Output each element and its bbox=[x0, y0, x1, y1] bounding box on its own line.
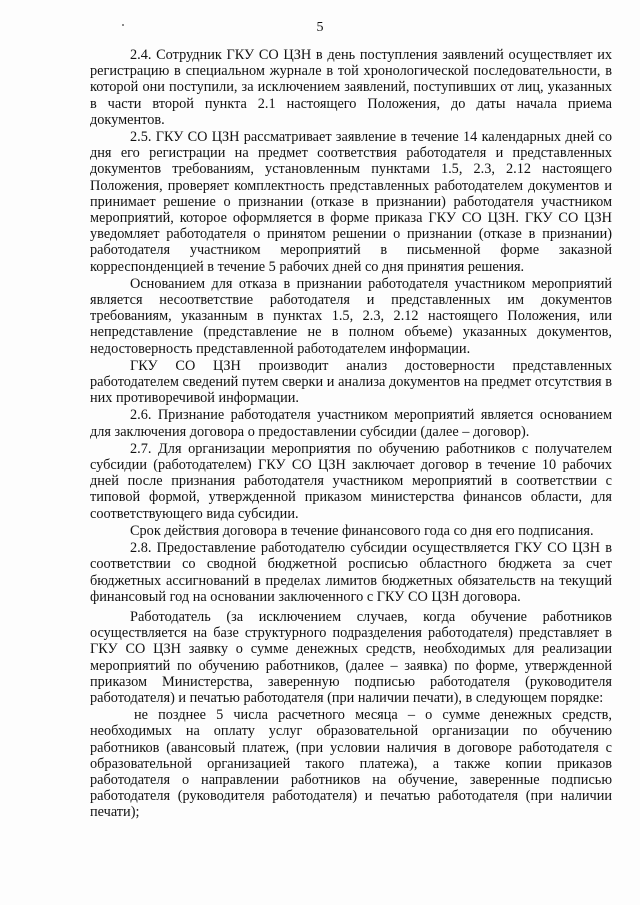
page-number: 5 bbox=[316, 20, 324, 35]
paragraph-2-4: 2.4. Сотрудник ГКУ СО ЦЗН в день поступления заявлений осуществляет их регистрацию в специальном журнале в той хронологической последовательности, в которой они поступили, за исключением заявлений, поступивших от лиц, указанных в части второй пункта 2.1 настоящего Положения, до даты начала приема документов. bbox=[90, 47, 612, 128]
paragraph-employer-application: Работодатель (за исключением случаев, когда обучение работников осуществляется на базе структурного подразделения работодателя) представляет в ГКУ СО ЦЗН заявку о сумме денежных средств, необходимых для реализации мероприятий по обучению работников, (далее – заявка) по форме, утвержденной приказом Министерства, заверенную подписью работодателя (руководителя работодателя) и печатью работодателя (при наличии печати), в следующем порядке: bbox=[90, 608, 612, 706]
paragraph-contract-term: Срок действия договора в течение финансового года со дня его подписания. bbox=[130, 522, 594, 539]
paragraph-2-8: 2.8. Предоставление работодателю субсидии осуществляется ГКУ СО ЦЗН в соответствии со сводной бюджетной росписью областного бюджета за счет бюджетных ассигнований в пределах лимитов бюджетных обязательств на текущий финансовый год на основании заключенного с ГКУ СО ЦЗН договора. bbox=[90, 540, 612, 605]
paragraph-2-6: 2.6. Признание работодателя участником мероприятий является основанием для заключения договора о предоставлении субсидии (далее – договор). bbox=[90, 407, 612, 440]
document-body bbox=[90, 47, 612, 822]
paragraph-advance-payment: не позднее 5 числа расчетного месяца – о сумме денежных средств, необходимых на оплату услуг образовательной организации по обучению работников (авансовый платеж, (при условии наличия в договоре работодателя с образовательной организацией такого платежа), а также копии приказов работодателя о направлении работников на обучение, заверенные подписью работодателя (руководителя работодателя) и печатью работодателя (при наличии печати); bbox=[90, 707, 612, 821]
paragraph-refusal-grounds: Основанием для отказа в признании работодателя участником мероприятий является несоответствие работодателя и представленных им документов требованиям, указанным в пунктах 1.5, 2.3, 2.12 настоящего Положения, или непредставление (представление не в полном объеме) указанных документов, недостоверность представленной работодателем информации. bbox=[90, 275, 612, 357]
paragraph-2-5: 2.5. ГКУ СО ЦЗН рассматривает заявление в течение 14 календарных дней со дня его регистрации на предмет соответствия работодателя и представленных документов требованиям, установленным пунктами 1.5, 2.3, 2.12 настоящего Положения, проверяет комплектность представленных работодателем документов и принимает решение о признании (отказе в признании) работодателя участником мероприятий, которое оформляется в форме приказа ГКУ СО ЦЗН. ГКУ СО ЦЗН уведомляет работодателя о принятом решении о признании (отказе в признании) работодателя участником мероприятий в письменной форме заказной корреспонденцией в течение 5 рабочих дней со дня принятия решения. bbox=[90, 129, 612, 275]
paragraph-verification: ГКУ СО ЦЗН производит анализ достоверности представленных работодателем сведений путем сверки и анализа документов на предмет отсутствия в них противоречивой информации. bbox=[90, 357, 612, 407]
paragraph-2-7: 2.7. Для организации мероприятия по обучению работников с получателем субсидии (работодателем) ГКУ СО ЦЗН заключает договор в течение 10 рабочих дней после признания работодателя участником мероприятий в соответствии с типовой формой, утвержденной приказом министерства финансов области, для соответствующего вида субсидии. bbox=[90, 440, 612, 522]
